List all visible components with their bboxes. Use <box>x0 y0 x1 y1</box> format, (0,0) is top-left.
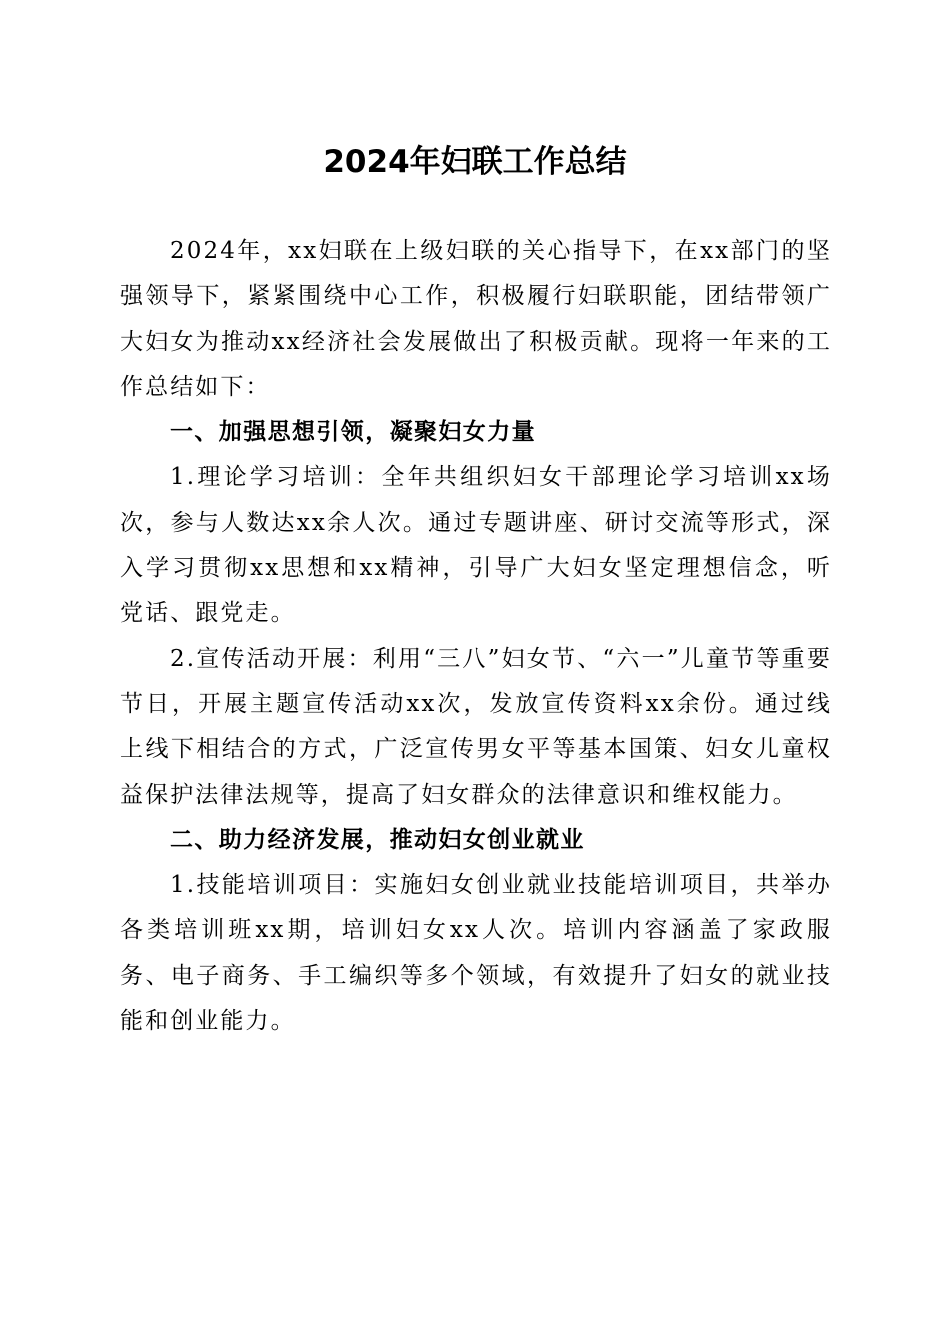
section-2-item-1: 1.技能培训项目：实施妇女创业就业技能培训项目，共举办各类培训班xx期，培训妇女xx人次。培训内容涵盖了家政服务、电子商务、手工编织等多个领域，有效提升了妇女的就业技能和创业能力。 <box>120 872 832 1035</box>
section-1-item-1: 1.理论学习培训：全年共组织妇女干部理论学习培训xx场次，参与人数达xx余人次。通过专题讲座、研讨交流等形式，深入学习贯彻xx思想和xx精神，引导广大妇女坚定理想信念，听党话、跟党走。 <box>120 464 832 627</box>
document-body <box>120 229 832 1044</box>
intro-paragraph: 2024年，xx妇联在上级妇联的关心指导下，在xx部门的坚强领导下，紧紧围绕中心工作，积极履行妇联职能，团结带领广大妇女为推动xx经济社会发展做出了积极贡献。现将一年来的工作总结如下： <box>120 238 832 400</box>
section-heading-2: 二、助力经济发展，推动妇女创业就业 <box>170 826 585 853</box>
document-title: 2024年妇联工作总结 <box>323 144 627 180</box>
section-1-item-2: 2.宣传活动开展：利用“三八”妇女节、“六一”儿童节等重要节日，开展主题宣传活动xx次，发放宣传资料xx余份。通过线上线下相结合的方式，广泛宣传男女平等基本国策、妇女儿童权益保护法律法规等，提高了妇女群众的法律意识和维权能力。 <box>120 645 832 808</box>
section-heading-1: 一、加强思想引领，凝聚妇女力量 <box>170 419 536 446</box>
